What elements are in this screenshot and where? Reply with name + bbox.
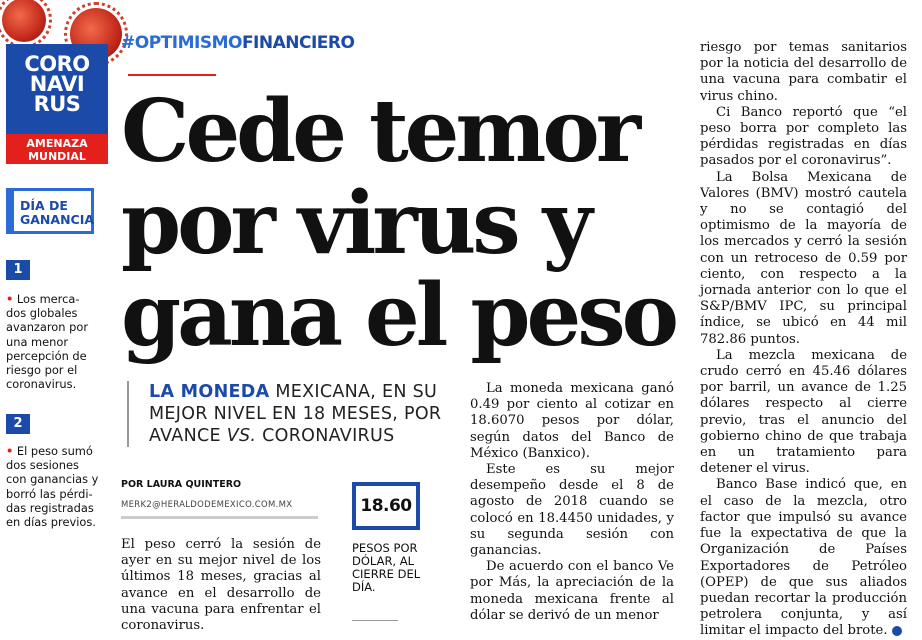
paragraph: Ci Banco reportó que “el peso borra por completo las pérdidas registradas en días pasados por el coronavirus”. bbox=[700, 104, 907, 169]
paragraph: La Bolsa Mexicana de Valores (BMV) mostró cautela y no se contagió del optimismo de la mayoría de los mercados y cerró la sesión con un retroceso de 0.59 por ciento, con respecto a la jornada anterior con lo que el S&P/BMV IPC, su principal índice, se ubicó en 44 mil 782.86 puntos. bbox=[700, 169, 907, 347]
item-number-badge: 2 bbox=[6, 414, 30, 434]
bullet-icon: • bbox=[6, 292, 14, 306]
deck-vs: VS. bbox=[226, 426, 257, 446]
divider bbox=[121, 516, 318, 519]
deck-text: MEXICANA, EN SU MEJOR NIVEL EN 18 MESES, POR AVANCE bbox=[149, 382, 442, 446]
paragraph: Este es su mejor desempeño desde el 8 de agosto de 2018 cuando se colocó en 18.4450 unidades, y su segunda sesión con ganancias. bbox=[470, 462, 674, 559]
exchange-rate-figure: 18.60 bbox=[352, 482, 420, 530]
virus-illustration bbox=[2, 0, 46, 42]
author-email: MERK2@HERALDODEMEXICO.COM.MX bbox=[121, 500, 293, 510]
hashtag-part: FINANCIERO bbox=[241, 33, 355, 53]
article-column-1 bbox=[121, 537, 321, 634]
article-column-2 bbox=[470, 381, 674, 624]
corona-line: CORO bbox=[24, 52, 90, 76]
headline-line: Cede temor bbox=[121, 81, 638, 182]
amenaza-line: MUNDIAL bbox=[28, 150, 86, 163]
paragraph-text: Banco Base indicó que, en el caso de la mezcla, otro factor que impulsó su avance fue la expectativa de que la Organización de Países Exportadores de Petróleo (OPEP) de que sus aliados puedan recortar la producción petrolera conjunta, y así limitar el impacto del brote. bbox=[700, 477, 907, 639]
paragraph: La mezcla mexicana de crudo cerró en 45.46 dólares por barril, un avance de 1.25 dólares respecto al cierre previo, tras el anuncio del gobierno chino de que trabaja en un tratamiento para detener el virus. bbox=[700, 347, 907, 477]
paragraph: El peso cerró la sesión de ayer en su mejor nivel de los últimos 18 meses, gracias al avance en el desarrollo de una vacuna para enfrentar el coronavirus. bbox=[121, 537, 321, 634]
amenaza-mundial-label bbox=[6, 134, 108, 164]
corona-line: NAVI bbox=[29, 72, 85, 96]
corona-line: RUS bbox=[33, 92, 81, 116]
article-column-3 bbox=[700, 40, 907, 640]
dia-de-ganancia-box bbox=[6, 188, 94, 234]
deck-subheadline bbox=[127, 381, 479, 447]
dia-line: GANANCIA bbox=[20, 212, 95, 227]
paragraph: riesgo por temas sanitarios por la noticia del desarrollo de una vacuna para combatir el virus chino. bbox=[700, 40, 907, 104]
coronavirus-section-label bbox=[6, 44, 108, 134]
divider bbox=[128, 74, 216, 76]
divider bbox=[352, 620, 398, 621]
item-number-badge: 1 bbox=[6, 260, 30, 280]
paragraph bbox=[700, 477, 907, 639]
sidebar-item-2-text: El peso sumó dos sesiones con ganancias y borró las pérdi- das registradas en días previos. bbox=[6, 444, 99, 530]
exchange-rate-caption: PESOS POR DÓLAR, AL CIERRE DEL DÍA. bbox=[352, 541, 421, 594]
bullet-icon: • bbox=[6, 444, 14, 458]
hashtag-part: #OPTIMISMO bbox=[121, 33, 242, 53]
deck-lead: LA MONEDA bbox=[149, 382, 270, 402]
amenaza-line: AMENAZA bbox=[26, 137, 88, 150]
end-mark-icon bbox=[892, 626, 902, 636]
sidebar-item-text bbox=[6, 292, 102, 391]
byline: POR LAURA QUINTERO bbox=[121, 479, 242, 490]
dia-line: DÍA DE bbox=[20, 198, 68, 213]
headline-line: gana el peso bbox=[121, 265, 675, 366]
paragraph: La moneda mexicana ganó 0.49 por ciento al cotizar en 18.6070 pesos por dólar, según datos del Banco de México (Banxico). bbox=[470, 381, 674, 461]
deck-text: CORONAVIRUS bbox=[256, 426, 395, 446]
sidebar-item-text bbox=[6, 444, 102, 529]
paragraph: De acuerdo con el banco Ve por Más, la apreciación de la moneda mexicana frente al dólar se derivó de un menor bbox=[470, 559, 674, 623]
sidebar-item-1-text: Los merca- dos globales avanzaron por una menor percepción de riesgo por el coronavirus. bbox=[6, 292, 89, 392]
section-hashtag bbox=[121, 33, 354, 53]
headline-line: por virus y bbox=[121, 173, 589, 274]
headline bbox=[121, 81, 681, 366]
